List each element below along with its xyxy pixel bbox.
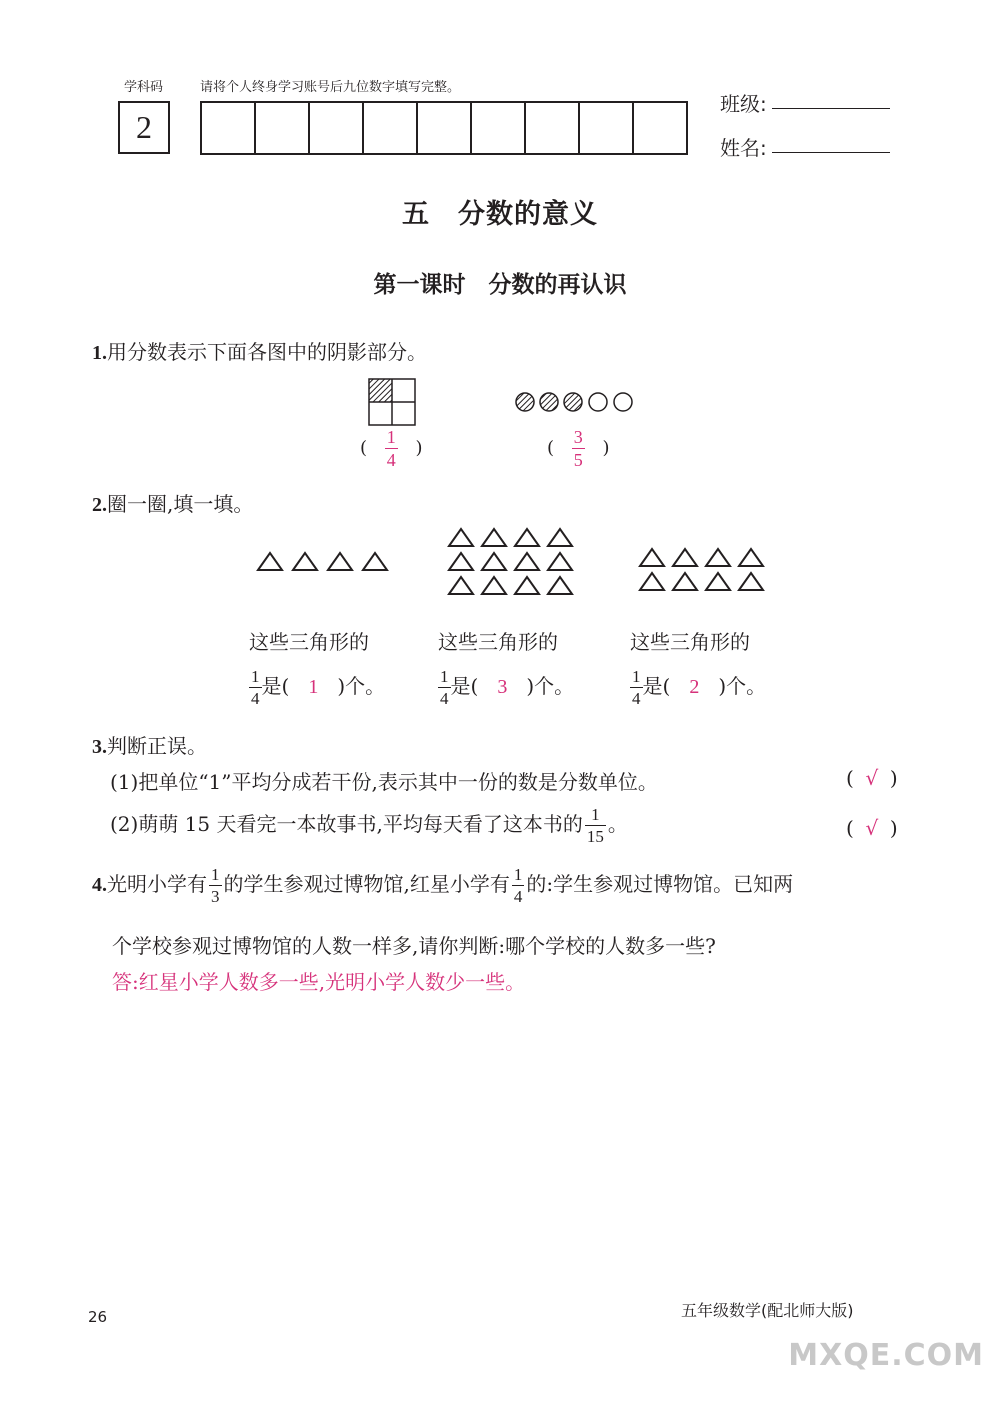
text: 是( — [450, 674, 479, 698]
denominator: 4 — [386, 450, 396, 470]
numerator: 1 — [251, 667, 260, 686]
book-title: 五年级数学(配北师大版) — [681, 1301, 854, 1320]
denominator: 4 — [440, 689, 449, 708]
text: 的学生参观过博物馆,红星小学有 — [223, 872, 510, 896]
judgement-2: ( √ ) — [846, 816, 898, 840]
triangle-answer-2 — [438, 668, 574, 707]
check-mark: √ — [865, 816, 879, 840]
question-3-item-1: (1)把单位“1”平均分成若干份,表示其中一份的数是分数单位。 — [110, 770, 658, 794]
answer: 3 — [497, 676, 508, 698]
triangles-group-3 — [634, 546, 770, 594]
question-number: 4. — [92, 874, 107, 896]
fraction — [438, 668, 451, 707]
subject-code-label: 学科码 — [124, 80, 164, 95]
fraction — [630, 668, 643, 707]
fraction — [585, 806, 606, 845]
account-instruction: 请将个人终身学习账号后九位数字填写完整。 — [200, 80, 461, 95]
fraction — [209, 866, 222, 905]
paren-left: ( — [360, 437, 368, 459]
account-digit-box[interactable] — [310, 103, 364, 153]
check-mark: √ — [865, 766, 879, 790]
text: 的:学生参观过博物馆。已知两 — [526, 872, 794, 896]
account-number-boxes[interactable] — [200, 101, 688, 155]
denominator: 4 — [513, 887, 523, 906]
denominator: 4 — [632, 689, 641, 708]
text: (2)萌萌 15 天看完一本故事书,平均每天看了这本书的 — [110, 812, 583, 836]
account-digit-box[interactable] — [256, 103, 310, 153]
numerator: 1 — [632, 667, 641, 686]
text: )个。 — [337, 674, 386, 698]
denominator: 3 — [211, 887, 220, 906]
account-digit-box[interactable] — [472, 103, 526, 153]
triangle-caption-1: 这些三角形的 — [249, 630, 369, 654]
triangle-caption-2: 这些三角形的 — [438, 630, 558, 654]
judgement-1: ( √ ) — [846, 766, 898, 790]
numerator: 1 — [211, 865, 220, 884]
subject-code-box: 2 — [118, 101, 170, 154]
account-digit-box[interactable] — [418, 103, 472, 153]
denominator: 4 — [251, 689, 260, 708]
answer-fraction — [385, 428, 398, 469]
numerator: 3 — [573, 427, 583, 447]
lesson-title: 第一课时 分数的再认识 — [373, 271, 627, 298]
paren-right: ) — [602, 437, 610, 459]
triangle-answer-3 — [630, 668, 766, 707]
question-text: 用分数表示下面各图中的阴影部分。 — [107, 340, 427, 364]
question-text: 判断正误。 — [107, 734, 207, 758]
account-digit-box[interactable] — [634, 103, 686, 153]
text: 是( — [261, 674, 290, 698]
numerator: 1 — [513, 865, 523, 884]
text: 光明小学有 — [107, 872, 207, 896]
numerator: 1 — [386, 427, 396, 447]
question-1 — [92, 336, 427, 365]
question-number: 1. — [92, 342, 107, 364]
question-4 — [92, 866, 793, 905]
account-digit-box[interactable] — [526, 103, 580, 153]
text: )个。 — [526, 674, 575, 698]
question-text: 圈一圈,填一填。 — [107, 492, 254, 516]
class-label: 班级: — [720, 92, 767, 116]
question-number: 2. — [92, 494, 107, 516]
triangles-group-2 — [443, 526, 579, 598]
square-quarter-figure — [368, 378, 416, 426]
question-number: 3. — [92, 736, 107, 758]
answer-fraction — [572, 428, 585, 469]
name-field[interactable] — [772, 152, 890, 153]
answer: 2 — [689, 676, 700, 698]
question-4-line-2: 个学校参观过博物馆的人数一样多,请你判断:哪个学校的人数多一些? — [112, 934, 716, 958]
account-digit-box[interactable] — [364, 103, 418, 153]
text: 。 — [607, 812, 628, 836]
paren-left: ( — [547, 437, 555, 459]
triangle-caption-3: 这些三角形的 — [630, 630, 750, 654]
circles-figure — [514, 391, 636, 413]
answer: 1 — [308, 676, 319, 698]
fraction — [512, 866, 525, 905]
page-number: 26 — [88, 1308, 108, 1326]
numerator: 1 — [440, 667, 449, 686]
question-3 — [92, 730, 207, 759]
question-2 — [92, 488, 253, 517]
text: )个。 — [718, 674, 767, 698]
class-field[interactable] — [772, 108, 890, 109]
account-digit-box[interactable] — [202, 103, 256, 153]
denominator: 5 — [573, 450, 583, 470]
question-4-answer: 答:红星小学人数多一些,光明小学人数少一些。 — [112, 970, 526, 994]
triangle-answer-1 — [249, 668, 385, 707]
fraction — [249, 668, 262, 707]
paren-right: ) — [415, 437, 423, 459]
triangles-group-1 — [256, 550, 392, 574]
answer-1a — [360, 428, 423, 469]
text: 是( — [642, 674, 671, 698]
chapter-title: 五 分数的意义 — [402, 199, 598, 230]
question-3-item-2 — [110, 806, 628, 845]
watermark: MXQE.COM — [788, 1338, 984, 1373]
denominator: 15 — [586, 827, 604, 846]
name-label: 姓名: — [720, 136, 767, 160]
answer-1b — [547, 428, 610, 469]
account-digit-box[interactable] — [580, 103, 634, 153]
numerator: 1 — [591, 805, 600, 824]
